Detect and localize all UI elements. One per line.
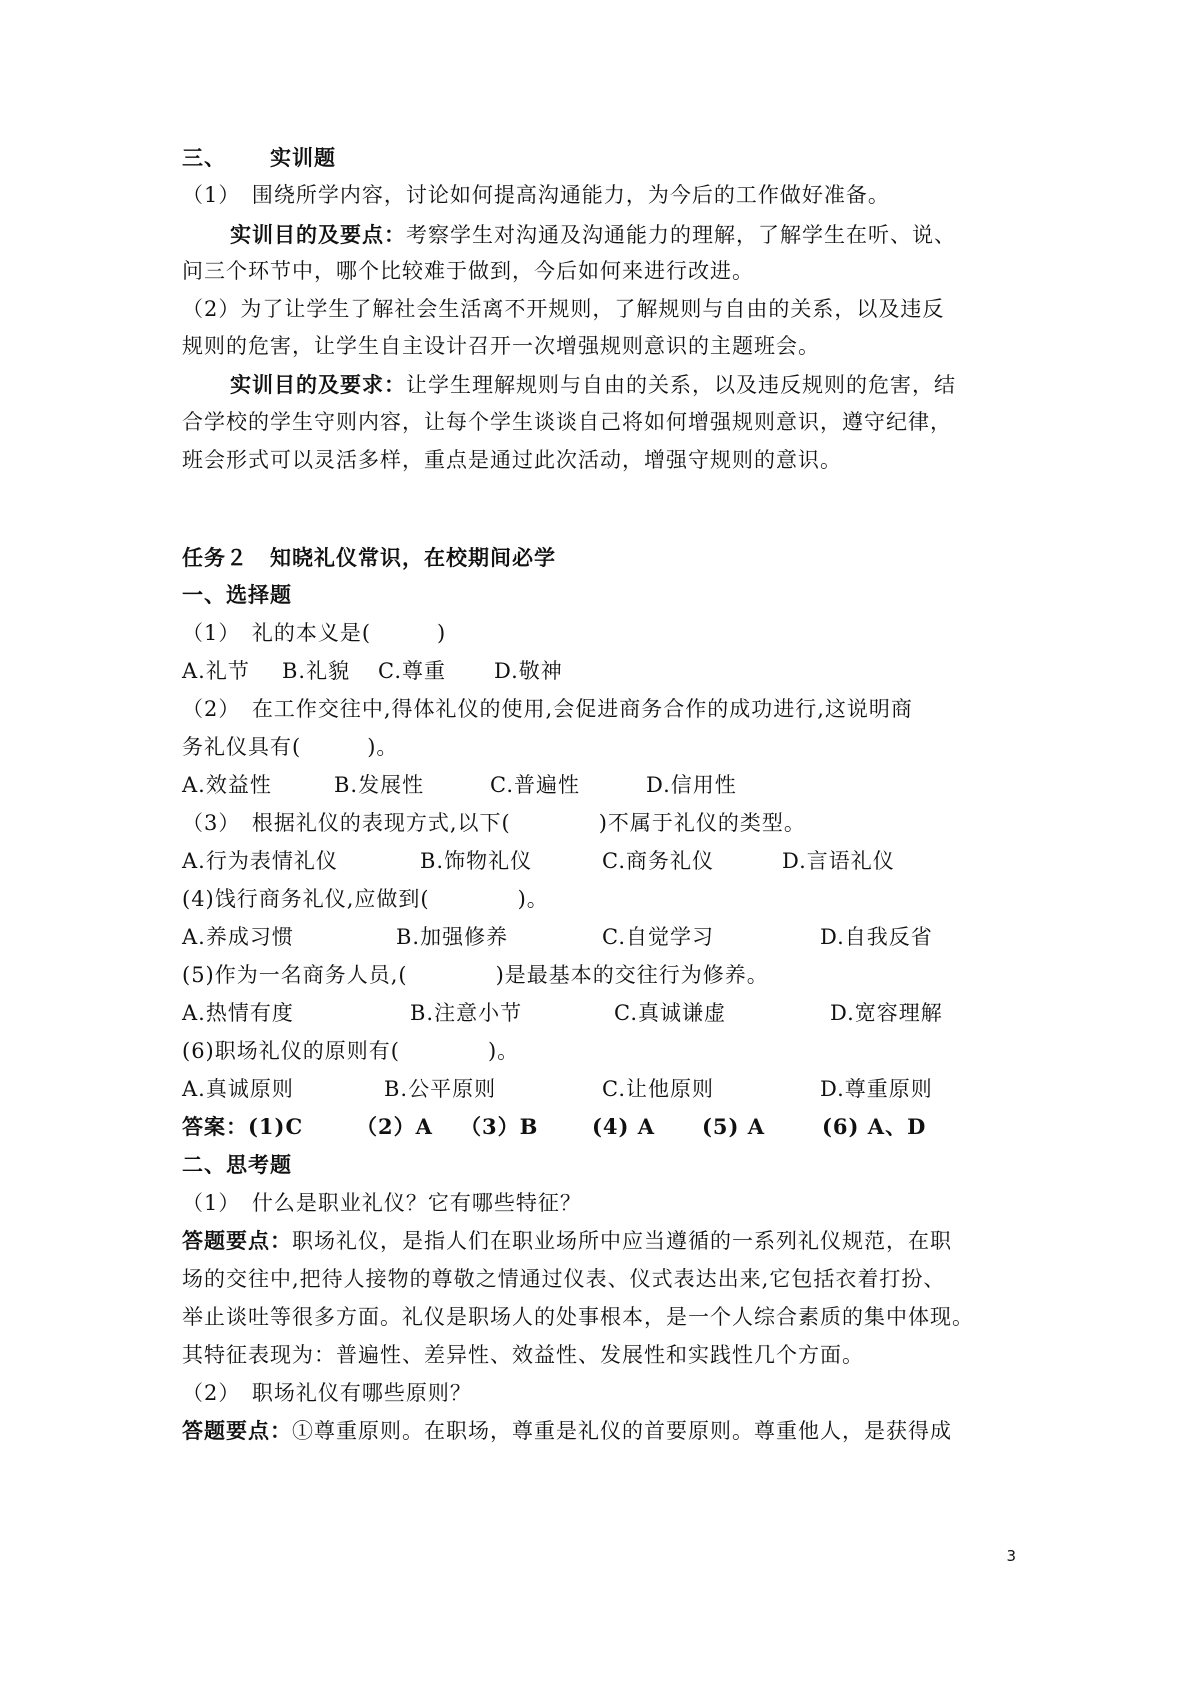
choice-question-2-line-2: 务礼仪具有( )。 bbox=[182, 735, 399, 759]
q6-option-b: B.公平原则 bbox=[384, 1077, 497, 1101]
section-heading bbox=[182, 143, 1012, 173]
q6-option-c: C.让他原则 bbox=[602, 1077, 714, 1101]
answer-5: (5) A bbox=[702, 1114, 766, 1139]
question-2-line-1: （2）为了让学生了解社会生活离不开规则，了解规则与自由的关系，以及违反 bbox=[182, 297, 945, 321]
q4-option-c: C.自觉学习 bbox=[602, 925, 714, 949]
q5-option-a: A.热情有度 bbox=[182, 1001, 294, 1025]
answer-1: (1)C bbox=[248, 1114, 304, 1139]
q3-option-c: C.商务礼仪 bbox=[602, 849, 714, 873]
answer-1-line-2: 场的交往中,把待人接物的尊敬之情通过仪表、仪式表达出来,它包括衣着打扮、 bbox=[182, 1267, 946, 1291]
q5-option-c: C.真诚谦虚 bbox=[614, 1001, 726, 1025]
paragraph-text: 考察学生对沟通及沟通能力的理解，了解学生在听、说、 bbox=[406, 223, 956, 247]
q2-option-d: D.信用性 bbox=[646, 773, 737, 797]
answer-text: ①尊重原则。在职场，尊重是礼仪的首要原则。尊重他人，是获得成 bbox=[292, 1419, 952, 1443]
answer-1-line-3: 举止谈吐等很多方面。礼仪是职场人的处事根本，是一个人综合素质的集中体现。 bbox=[182, 1305, 974, 1329]
answer-4: (4) A bbox=[592, 1114, 656, 1139]
thinking-section-heading: 二、思考题 bbox=[182, 1152, 292, 1177]
heading-number: 三、 bbox=[182, 145, 226, 170]
paragraph-1-line-2: 问三个环节中，哪个比较难于做到，今后如何来进行改进。 bbox=[182, 259, 754, 283]
q3-option-a: A.行为表情礼仪 bbox=[182, 849, 338, 873]
paragraph-1-line-1 bbox=[230, 220, 1060, 250]
answer-label: 答题要点： bbox=[182, 1228, 292, 1253]
q2-option-a: A.效益性 bbox=[182, 773, 272, 797]
paragraph-label: 实训目的及要求： bbox=[230, 372, 406, 397]
answer-1-line-1 bbox=[182, 1226, 1012, 1256]
choice-question-3: （3） 根据礼仪的表现方式,以下( )不属于礼仪的类型。 bbox=[182, 811, 806, 835]
q2-option-b: B.发展性 bbox=[334, 773, 425, 797]
paragraph-text: 让学生理解规则与自由的关系，以及违反规则的危害，结 bbox=[406, 373, 956, 397]
choice-question-4: (4)饯行商务礼仪,应做到( )。 bbox=[182, 887, 549, 911]
q6-option-a: A.真诚原则 bbox=[182, 1077, 294, 1101]
q4-option-b: B.加强修养 bbox=[396, 925, 509, 949]
answers-label: 答案： bbox=[182, 1114, 248, 1139]
answer-6: (6) A、D bbox=[822, 1114, 927, 1139]
paragraph-label: 实训目的及要点： bbox=[230, 222, 406, 247]
thinking-question-2: （2） 职场礼仪有哪些原则？ bbox=[182, 1381, 472, 1405]
q1-option-d: D.敬神 bbox=[494, 659, 563, 683]
answer-label: 答题要点： bbox=[182, 1418, 292, 1443]
answer-2-line-1 bbox=[182, 1416, 1012, 1446]
choice-question-2-line-1: （2） 在工作交往中,得体礼仪的使用,会促进商务合作的成功进行,这说明商 bbox=[182, 697, 913, 721]
answer-1-line-4: 其特征表现为：普遍性、差异性、效益性、发展性和实践性几个方面。 bbox=[182, 1343, 864, 1367]
question-1: （1） 围绕所学内容，讨论如何提高沟通能力，为今后的工作做好准备。 bbox=[182, 183, 890, 207]
answer-2: （2）A bbox=[356, 1114, 433, 1139]
heading-text: 实训题 bbox=[270, 145, 336, 170]
q4-option-d: D.自我反省 bbox=[820, 925, 933, 949]
paragraph-2-line-3: 班会形式可以灵活多样，重点是通过此次活动，增强守规则的意识。 bbox=[182, 448, 842, 472]
q1-option-a: A.礼节 bbox=[182, 659, 250, 683]
q1-option-c: C.尊重 bbox=[378, 659, 446, 683]
answer-3: （3）B bbox=[460, 1114, 539, 1139]
q3-option-b: B.饰物礼仪 bbox=[420, 849, 533, 873]
q6-option-d: D.尊重原则 bbox=[820, 1077, 933, 1101]
choice-question-1: （1） 礼的本义是( ) bbox=[182, 621, 447, 645]
choice-question-5: (5)作为一名商务人员,( )是最基本的交往行为修养。 bbox=[182, 963, 769, 987]
thinking-question-1: （1） 什么是职业礼仪？它有哪些特征？ bbox=[182, 1191, 582, 1215]
choice-question-6: (6)职场礼仪的原则有( )。 bbox=[182, 1039, 520, 1063]
question-2-line-2: 规则的危害，让学生自主设计召开一次增强规则意识的主题班会。 bbox=[182, 334, 820, 358]
choice-section-heading: 一、选择题 bbox=[182, 582, 292, 607]
q5-option-d: D.宽容理解 bbox=[830, 1001, 943, 1025]
q3-option-d: D.言语礼仪 bbox=[782, 849, 895, 873]
q1-option-b: B.礼貌 bbox=[282, 659, 351, 683]
q4-option-a: A.养成习惯 bbox=[182, 925, 294, 949]
paragraph-2-line-1 bbox=[230, 370, 1060, 400]
task-title: 任务２ 知晓礼仪常识，在校期间必学 bbox=[182, 545, 556, 570]
answer-text: 职场礼仪，是指人们在职业场所中应当遵循的一系列礼仪规范，在职 bbox=[292, 1229, 952, 1253]
paragraph-2-line-2: 合学校的学生守则内容，让每个学生谈谈自己将如何增强规则意识，遵守纪律， bbox=[182, 410, 952, 434]
q2-option-c: C.普遍性 bbox=[490, 773, 580, 797]
page-number: 3 bbox=[1006, 1547, 1016, 1565]
q5-option-b: B.注意小节 bbox=[410, 1001, 523, 1025]
